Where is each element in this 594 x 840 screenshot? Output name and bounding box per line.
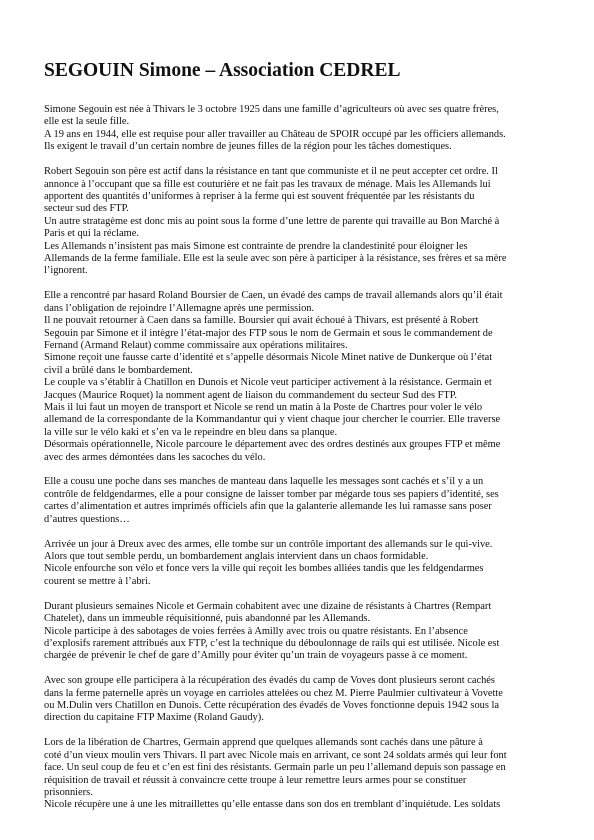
- text-line: Robert Segouin son père est actif dans la résistance en tant que communiste et il ne peut accepter cet ordre. Il: [44, 166, 498, 178]
- text-line: Simone Segouin est née à Thivars le 3 octobre 1925 dans une famille d’agriculteurs où avec ses quatre frères,: [44, 104, 499, 115]
- text-line: allemand de la correspondante de la Kommandantur qui y vient chaque jour chercher le courrier. Elle traverse: [44, 414, 501, 426]
- text-line: l’ignorent.: [44, 265, 88, 277]
- text-line: dans l’obligation de rejoindre l’Allemagne après une permission.: [44, 302, 315, 314]
- text-line: Allemands de la ferme familiale. Elle est la seule avec son père à participer à la résistance, ses frères et sa mère: [44, 252, 507, 264]
- text-line: Lors de la libération de Chartres, Germain apprend que quelques allemands sont cachés dans une pâture à: [44, 737, 483, 749]
- document-title: SEGOUIN Simone – Association CEDREL: [44, 60, 401, 81]
- text-line: Paris et qui la réclame.: [44, 228, 139, 240]
- text-line: Les Allemands n’insistent pas mais Simone est contrainte de prendre la clandestinité pour éloigner les: [44, 240, 468, 252]
- text-line: secteur sud des FTP.: [44, 203, 129, 215]
- text-line: annonce à l’occupant que sa fille est couturière et ne fait pas les travaux de ménage. Mais les Allemands lui: [44, 178, 491, 190]
- paragraph: [44, 166, 552, 278]
- text-line: Alors que tout semble perdu, un bombardement anglais intervient dans un chaos formidable.: [44, 551, 429, 562]
- text-line: Jacques (Maurice Roquet) la nomment agent de liaison du commandement du secteur Sud des FTP.: [44, 389, 457, 401]
- text-line: dans la ferme paternelle après un voyage en carrioles attelées ou chez M. Pierre Paulmier cultivateur à Vovette: [44, 687, 503, 699]
- text-line: Segouin par Simone et il intègre l’état-major des FTP sous le nom de Germain et sous le commandement de: [44, 327, 493, 339]
- text-line: A 19 ans en 1944, elle est requise pour aller travailler au Château de SPOIR occupé par les officiers allemands.: [44, 128, 506, 140]
- text-line: Fernand (Armand Relaut) comme commissaire aux opérations militaires.: [44, 339, 348, 351]
- text-line: Désormais opérationnelle, Nicole parcoure le département avec des ordres destinés aux groupes FTP et même: [44, 439, 501, 451]
- text-line: d’autres questions…: [44, 513, 130, 525]
- document-body: [44, 104, 552, 824]
- paragraph: [44, 476, 552, 526]
- text-line: Un autre stratagème est donc mis au point sous la forme d’une lettre de parente qui travaille au Bon Marché à: [44, 215, 500, 227]
- text-line: Simone reçoit une fausse carte d’identité et s’appelle désormais Nicole Minet native de Dunkerque où l’état: [44, 352, 493, 364]
- text-line: d’explosifs rarement attribués aux FTP, c’est la technique du déboulonnage de rails qui est utilisée. Nicole est: [44, 637, 500, 649]
- text-line: coté d’un vieux moulin vers Thivars. Il part avec Nicole mais en arrivant, ce sont 24 soldats armés qui leur font: [44, 749, 507, 761]
- text-line: la ville sur le vélo kaki et s’en va le repeindre en bleu dans sa planque.: [44, 426, 338, 438]
- text-line: Arrivée un jour à Dreux avec des armes, elle tombe sur un contrôle important des allemands sur le qui-vive.: [44, 538, 493, 550]
- text-line: réquisition de travail et réussit à convaincre cette troupe à leur remettre leurs armes pour se constituer: [44, 774, 467, 786]
- paragraph: [44, 290, 552, 464]
- text-line: Elle a rencontré par hasard Roland Boursier de Caen, un évadé des camps de travail allemands alors qu’il était: [44, 290, 503, 302]
- text-line: Chatelet), dans un immeuble réquisitionné, puis abandonné par les Allemands.: [44, 613, 371, 625]
- paragraph: [44, 601, 552, 663]
- text-line: chargée de prévenir le chef de gare d’Amilly pour éviter qu’un train de voyageurs passe à ce moment.: [44, 650, 468, 662]
- text-line: Durant plusieurs semaines Nicole et Germain cohabitent avec une dizaine de résistants à Chartres (Rempart: [44, 600, 492, 612]
- paragraph: [44, 104, 552, 154]
- text-line: Nicole récupère une à une les mitraillettes qu’elle entasse dans son dos en tremblant d’inquiétude. Les soldats: [44, 799, 501, 811]
- text-line: Il ne pouvait retourner à Caen dans sa famille. Boursier qui avait échoué à Thivars, est présenté à Robert: [44, 315, 479, 327]
- text-line: Elle a cousu une poche dans ses manches de manteau dans laquelle les messages sont cachés et s’il y a un: [44, 476, 484, 488]
- text-line: ou M.Dulin vers Chatillon en Dunois. Cette récupération des évadés de Voves fonctionne depuis 1942 sous la: [44, 700, 499, 712]
- text-line: courent se mettre à l’abri.: [44, 575, 151, 587]
- text-line: contrôle de feldgendarmes, elle a pour consigne de laisser tomber par mégarde tous ses papiers d’identité, ses: [44, 488, 499, 500]
- paragraph: [44, 737, 552, 811]
- paragraph: [44, 539, 552, 589]
- text-line: Ils exigent le travail d’un certain nombre de jeunes filles de la région pour les tâches domestiques.: [44, 141, 452, 153]
- text-line: Mais il lui faut un moyen de transport et Nicole se rend un matin à la Poste de Chartres pour voler le vélo: [44, 401, 483, 413]
- text-line: civil a brûlé dans le bombardement.: [44, 364, 193, 376]
- text-line: Avec son groupe elle participera à la récupération des évadés du camp de Voves dont plusieurs seront cachés: [44, 675, 495, 687]
- text-line: Nicole participe à des sabotages de voies ferrées à Amilly avec trois ou quatre résistants. En l’absence: [44, 625, 468, 637]
- text-line: prisonniers.: [44, 787, 93, 798]
- text-line: Nicole enfourche son vélo et fonce vers la ville qui reçoit les bombes alliées tandis que les feldgendarmes: [44, 563, 484, 575]
- text-line: face. Un seul coup de feu et c’en est fini des résistants. Germain parle un peu l’allemand depuis son passage en: [44, 762, 506, 774]
- paragraph: [44, 675, 552, 725]
- text-line: avec des armes démontées dans les sacoches du vélo.: [44, 451, 266, 463]
- text-line: apportent des quantités d’uniformes à repriser à la ferme qui est souvent fréquentée par les résistants du: [44, 190, 475, 202]
- text-line: Le couple va s’établir à Chatillon en Dunois et Nicole veut participer activement à la résistance. Germain et: [44, 377, 492, 389]
- text-line: direction du capitaine FTP Maxime (Roland Gaudy).: [44, 712, 264, 724]
- text-line: elle est la seule fille.: [44, 116, 130, 128]
- text-line: cartes d’alimentation et autres imprimés officiels afin que la galanterie allemande les lui ramasse sans poser: [44, 501, 492, 513]
